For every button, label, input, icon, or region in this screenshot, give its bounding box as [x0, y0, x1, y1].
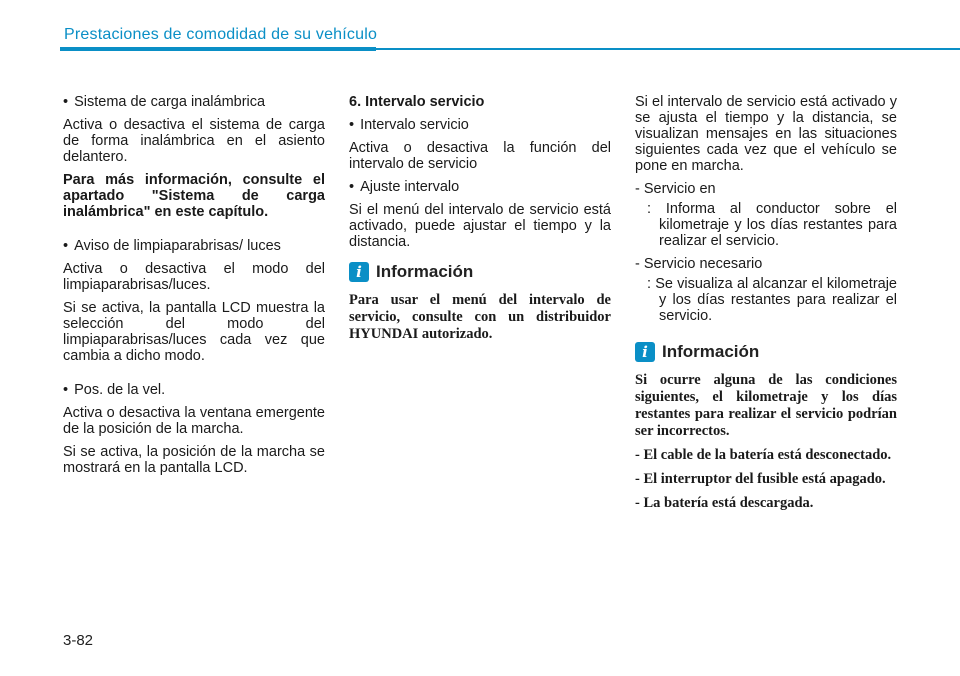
header-rule-thick	[60, 47, 376, 51]
bullet-item: • Intervalo servicio	[349, 117, 611, 133]
dash-item: - Servicio en	[635, 181, 716, 197]
paragraph: Activa o desactiva la ventana emergente de la posición de la marcha.	[63, 405, 325, 437]
info-list-item: - El cable de la batería está desconectado.	[635, 447, 892, 463]
paragraph: Activa o desactiva el modo del limpiaparabrisas/luces.	[63, 261, 325, 293]
bullet-item: • Ajuste intervalo	[349, 179, 611, 195]
paragraph: Si se activa, la posición de la marcha se mostrará en la pantalla LCD.	[63, 444, 325, 476]
info-header	[635, 342, 897, 362]
paragraph: Si el menú del intervalo de servicio está activado, puede ajustar el tiempo y la distancia.	[349, 202, 611, 250]
column-3	[635, 94, 897, 519]
header-rule-thin	[376, 48, 960, 50]
bullet-item: • Pos. de la vel.	[63, 382, 325, 398]
paragraph: Activa o desactiva el sistema de carga de forma inalámbrica en el asiento delantero.	[63, 117, 325, 165]
info-title: Información	[662, 342, 760, 361]
column-2	[349, 94, 611, 350]
bullet-item: • Aviso de limpiaparabrisas/ luces	[63, 238, 325, 254]
section-heading: 6. Intervalo servicio	[349, 94, 485, 110]
paragraph: Activa o desactiva la función del intervalo de servicio	[349, 140, 611, 172]
info-icon: i	[349, 262, 369, 282]
bold-paragraph: Para más información, consulte el apartado "Sistema de carga inalámbrica" en este capítulo.	[63, 172, 325, 220]
dash-item-description: : Informa al conductor sobre el kilometraje y los días restantes para realizar el servicio.	[647, 201, 897, 249]
info-icon: i	[635, 342, 655, 362]
dash-item: - Servicio necesario	[635, 256, 763, 272]
info-list-item: - El interruptor del fusible está apagado.	[635, 471, 886, 487]
paragraph: Si el intervalo de servicio está activado y se ajusta el tiempo y la distancia, se visualizan mensajes en las situaciones siguientes cada vez que el vehículo se pone en marcha.	[635, 94, 897, 174]
info-text: Para usar el menú del intervalo de servicio, consulte con un distribuidor HYUNDAI autorizado.	[349, 292, 611, 342]
section-header: Prestaciones de comodidad de su vehículo	[64, 26, 378, 43]
info-title: Información	[376, 262, 474, 281]
info-text: Si ocurre alguna de las condiciones siguientes, el kilometraje y los días restantes para realizar el servicio podrían ser incorrectos.	[635, 372, 897, 439]
dash-item-description: : Se visualiza al alcanzar el kilometraje y los días restantes para realizar el servicio.	[647, 276, 897, 324]
info-header	[349, 262, 611, 282]
bullet-item: • Sistema de carga inalámbrica	[63, 94, 325, 110]
page-number: 3-82	[63, 632, 94, 649]
paragraph: Si se activa, la pantalla LCD muestra la selección del modo del limpiaparabrisas/luces cada vez que cambia a dicho modo.	[63, 300, 325, 364]
column-1	[63, 94, 325, 483]
info-list-item: - La batería está descargada.	[635, 495, 814, 511]
